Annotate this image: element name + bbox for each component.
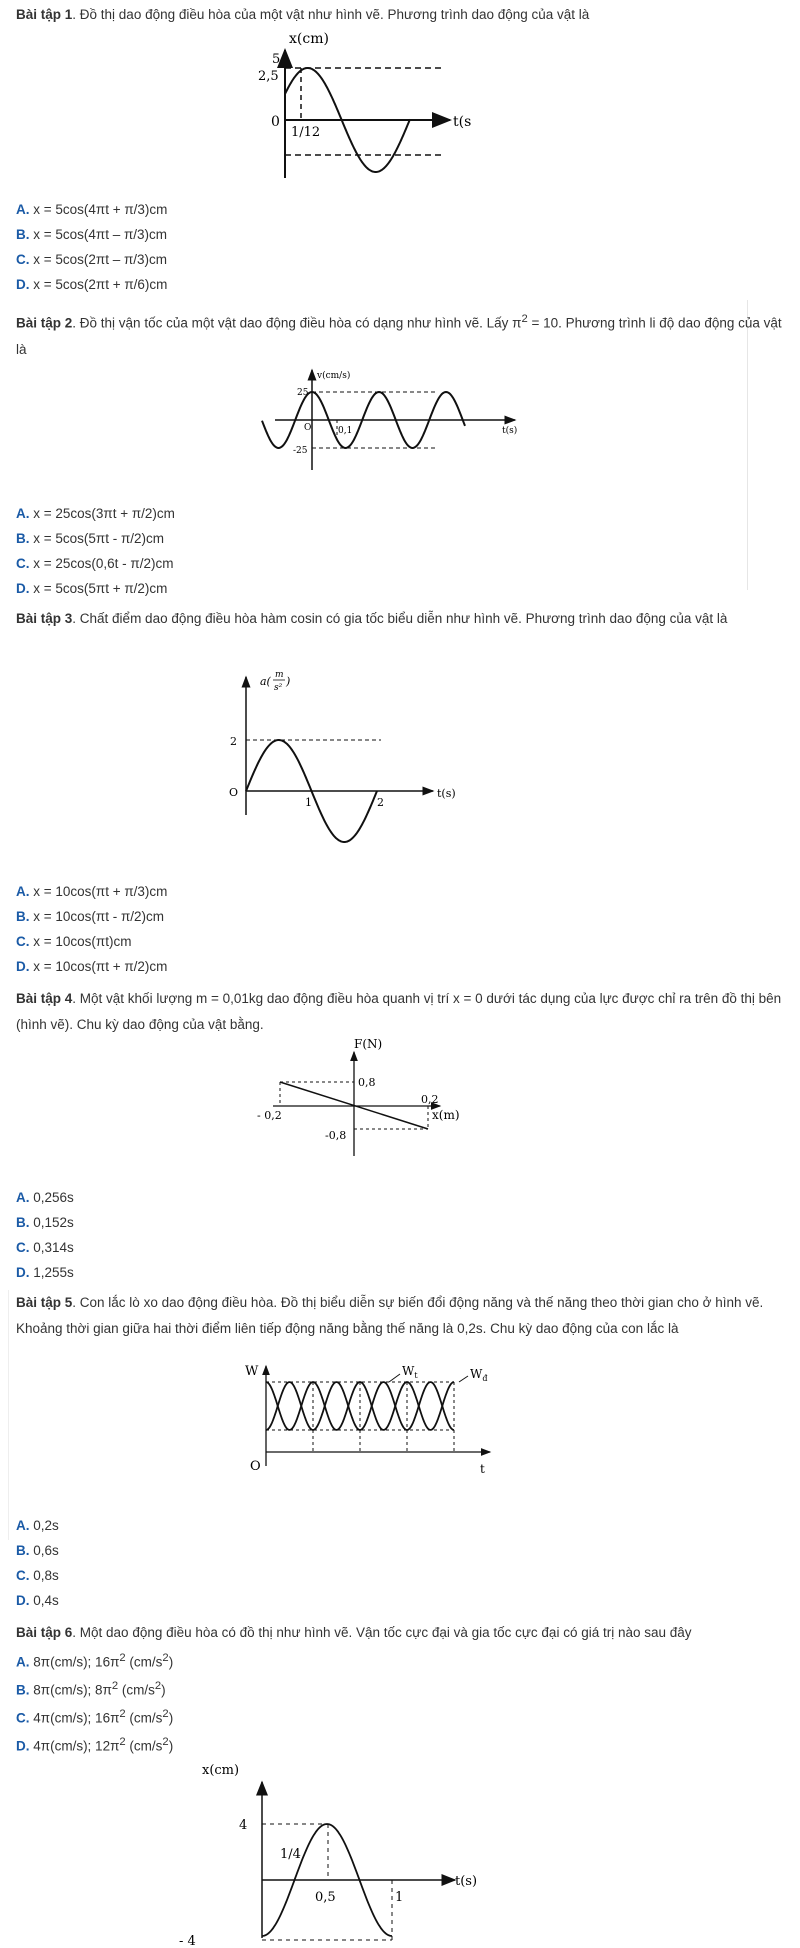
option-label: B. <box>16 227 30 242</box>
tick-label: 4 <box>239 1818 248 1833</box>
tick-label: 2 <box>230 735 237 748</box>
option-c[interactable] <box>16 932 131 952</box>
question-text: = 10. Phương trình li độ dao động của vật là <box>16 315 782 357</box>
tick-label: -25 <box>293 446 308 456</box>
question-2 <box>16 306 784 363</box>
option-d[interactable] <box>16 1732 173 1757</box>
option-label: C. <box>16 556 30 571</box>
x-label: t(s) <box>437 787 456 800</box>
option-text: (cm/s <box>118 1682 155 1698</box>
option-label: B. <box>16 909 30 924</box>
option-text: x = 5cos(5πt + π/2)cm <box>29 581 168 596</box>
wt-main: W <box>402 1364 415 1378</box>
option-text: x = 5cos(2πt + π/6)cm <box>29 277 168 292</box>
option-text: x = 10cos(πt + π/3)cm <box>29 884 168 899</box>
question-5 <box>16 1290 784 1342</box>
tick-label: 0,2 <box>421 1093 439 1106</box>
option-b[interactable] <box>16 1676 166 1701</box>
option-c[interactable] <box>16 1238 74 1258</box>
superscript: 2 <box>111 1680 119 1692</box>
tick-label: 25 <box>297 388 309 398</box>
y-label: a( <box>260 675 271 688</box>
tick-label: -0,8 <box>325 1129 347 1142</box>
x-label: t(s) <box>455 1874 478 1889</box>
option-text: 0,152s <box>29 1215 74 1230</box>
question-1 <box>16 2 784 28</box>
tick-label: 1 <box>395 1890 404 1905</box>
question-text: . Đồ thị vận tốc của một vật dao động điều hòa có dạng như hình vẽ. Lấy π <box>72 315 522 331</box>
option-text: (cm/s <box>125 1738 163 1754</box>
superscript: 2 <box>154 1680 162 1692</box>
option-a[interactable] <box>16 882 167 902</box>
x-label: t <box>480 1462 485 1476</box>
option-text: 0,8s <box>29 1568 59 1583</box>
figure-q2 <box>225 362 545 472</box>
option-d[interactable] <box>16 275 167 295</box>
option-label: D. <box>16 581 30 596</box>
question-3 <box>16 606 784 632</box>
option-a[interactable] <box>16 1516 59 1536</box>
superscript: 2 <box>162 1652 169 1664</box>
option-label: D. <box>16 1593 30 1608</box>
option-label: D. <box>16 1738 30 1754</box>
pointer-line <box>389 1374 400 1382</box>
wd-sub: đ <box>482 1374 488 1383</box>
option-text: x = 10cos(πt - π/2)cm <box>29 909 165 924</box>
option-text: x = 5cos(4πt + π/3)cm <box>29 202 168 217</box>
option-text: x = 25cos(3πt + π/2)cm <box>29 506 175 521</box>
y-label-denominator: s² <box>274 683 283 693</box>
option-text: 1,255s <box>29 1265 74 1280</box>
option-text: 0,4s <box>29 1593 59 1608</box>
question-text: . Chất điểm dao động điều hòa hàm cosin có gia tốc biểu diễn như hình vẽ. Phương trình dao động của vật là <box>72 611 728 626</box>
question-text: . Đồ thị dao động điều hòa của một vật như hình vẽ. Phương trình dao động của vật là <box>72 7 590 22</box>
superscript: 2 <box>119 1708 126 1720</box>
question-4 <box>16 986 784 1038</box>
y-label-numerator: m <box>275 670 284 680</box>
option-b[interactable] <box>16 225 167 245</box>
option-label: C. <box>16 1568 30 1583</box>
option-text: ) <box>168 1654 174 1670</box>
option-label: D. <box>16 1265 30 1280</box>
wd-main: W <box>470 1367 483 1381</box>
x-label: x(m) <box>432 1108 460 1122</box>
wd-label <box>470 1367 487 1383</box>
option-d[interactable] <box>16 1263 74 1283</box>
option-d[interactable] <box>16 579 167 599</box>
tick-label: 2 <box>377 796 384 809</box>
option-b[interactable] <box>16 1541 59 1561</box>
option-d[interactable] <box>16 957 167 977</box>
option-label: C. <box>16 1710 30 1726</box>
option-text: x = 5cos(5πt - π/2)cm <box>29 531 165 546</box>
option-text: x = 10cos(πt)cm <box>29 934 132 949</box>
figure-q4 <box>255 1036 495 1160</box>
y-label: F(N) <box>354 1037 383 1051</box>
option-b[interactable] <box>16 907 164 927</box>
option-text: 0,256s <box>29 1190 74 1205</box>
option-label: D. <box>16 959 30 974</box>
option-label: B. <box>16 1543 30 1558</box>
figure-q6 <box>179 1762 505 1948</box>
tick-label: 1 <box>305 796 312 809</box>
option-label: A. <box>16 506 30 521</box>
option-a[interactable] <box>16 1188 74 1208</box>
option-label: A. <box>16 1654 30 1670</box>
option-text: 0,6s <box>29 1543 59 1558</box>
option-text: (cm/s <box>125 1710 163 1726</box>
option-text: 4π(cm/s); 16π <box>29 1710 120 1726</box>
figure-q3 <box>225 665 475 855</box>
option-text: x = 25cos(0,6t - π/2)cm <box>29 556 174 571</box>
option-a[interactable] <box>16 504 175 524</box>
option-label: B. <box>16 1682 30 1698</box>
question-title: Bài tập 5 <box>16 1295 73 1310</box>
superscript: 2 <box>119 1736 126 1748</box>
option-text: 0,314s <box>29 1240 74 1255</box>
y-label: W <box>245 1364 259 1379</box>
y-label: x(cm) <box>202 1763 240 1778</box>
tick-label: O <box>229 786 239 799</box>
option-text: ) <box>168 1738 174 1754</box>
option-label: A. <box>16 1518 30 1533</box>
option-b[interactable] <box>16 1213 74 1233</box>
tick-label: 0,5 <box>315 1890 336 1905</box>
option-a[interactable] <box>16 1648 173 1673</box>
option-c[interactable] <box>16 1704 173 1729</box>
figure-q1 <box>255 28 495 188</box>
superscript: 2 <box>521 313 528 325</box>
tick-label: - 4 <box>179 1934 196 1948</box>
x-label: t(s) <box>502 426 518 436</box>
figure-q5 <box>240 1360 500 1478</box>
superscript: 2 <box>119 1652 126 1664</box>
wt-sub: t <box>414 1371 418 1380</box>
y-label: ) <box>286 675 291 688</box>
question-6 <box>16 1620 784 1646</box>
question-text: . Con lắc lò xo dao động điều hòa. Đồ thị biểu diễn sự biến đổi động năng và thế năng theo thời gian cho ở hình vẽ. Khoảng thời gian giữa hai thời điểm liên tiếp động năng bằng thế năng là 0,2s. Chu kỳ dao động của con lắc là <box>16 1295 764 1336</box>
option-text: x = 5cos(2πt – π/3)cm <box>29 252 168 267</box>
pointer-line <box>459 1376 468 1382</box>
option-text: x = 10cos(πt + π/2)cm <box>29 959 168 974</box>
question-title: Bài tập 1 <box>16 7 73 22</box>
option-a[interactable] <box>16 200 167 220</box>
question-title: Bài tập 3 <box>16 611 73 626</box>
tick-label: 1/4 <box>280 1847 301 1862</box>
tick-label: 0,1 <box>338 426 353 436</box>
tick-label: 1/12 <box>291 125 321 140</box>
x-label: t(s <box>453 114 472 130</box>
guide-lines <box>266 1382 454 1452</box>
option-label: A. <box>16 202 30 217</box>
tick-label: O <box>304 423 312 433</box>
divider-line <box>8 1290 9 1540</box>
option-text: 8π(cm/s); 8π <box>29 1682 112 1698</box>
tick-label: - 0,2 <box>257 1109 282 1122</box>
option-label: A. <box>16 884 30 899</box>
option-b[interactable] <box>16 529 164 549</box>
question-title: Bài tập 4 <box>16 991 73 1006</box>
tick-label: 5 <box>272 52 281 67</box>
option-c[interactable] <box>16 250 167 270</box>
option-c[interactable] <box>16 1566 59 1586</box>
option-c[interactable] <box>16 554 174 574</box>
option-label: C. <box>16 1240 30 1255</box>
tick-label: O <box>250 1459 261 1474</box>
option-text: (cm/s <box>125 1654 163 1670</box>
wt-label <box>402 1364 418 1380</box>
option-label: D. <box>16 277 30 292</box>
superscript: 2 <box>162 1736 169 1748</box>
question-title: Bài tập 2 <box>16 315 73 331</box>
option-text: 0,2s <box>29 1518 59 1533</box>
y-label: x(cm) <box>289 31 329 47</box>
option-text: ) <box>161 1682 166 1698</box>
option-d[interactable] <box>16 1591 59 1611</box>
option-text: 8π(cm/s); 16π <box>29 1654 120 1670</box>
question-title: Bài tập 6 <box>16 1625 73 1640</box>
option-text: 4π(cm/s); 12π <box>29 1738 120 1754</box>
superscript: 2 <box>162 1708 169 1720</box>
y-label: v(cm/s) <box>317 371 351 381</box>
option-label: C. <box>16 252 30 267</box>
option-label: B. <box>16 531 30 546</box>
option-label: C. <box>16 934 30 949</box>
tick-label: 0,8 <box>358 1076 376 1089</box>
option-text: x = 5cos(4πt – π/3)cm <box>29 227 168 242</box>
question-text: . Một vật khối lượng m = 0,01kg dao động điều hòa quanh vị trí x = 0 dưới tác dụng của lực được chỉ ra trên đồ thị bên (hình vẽ). Chu kỳ dao động của vật bằng. <box>16 991 782 1032</box>
tick-label: 0 <box>271 114 280 130</box>
tick-label: 2,5 <box>258 69 279 84</box>
option-label: A. <box>16 1190 30 1205</box>
question-text: . Một dao động điều hòa có đồ thị như hình vẽ. Vận tốc cực đại và gia tốc cực đại có giá trị nào sau đây <box>72 1625 692 1640</box>
option-text: ) <box>168 1710 174 1726</box>
option-label: B. <box>16 1215 30 1230</box>
